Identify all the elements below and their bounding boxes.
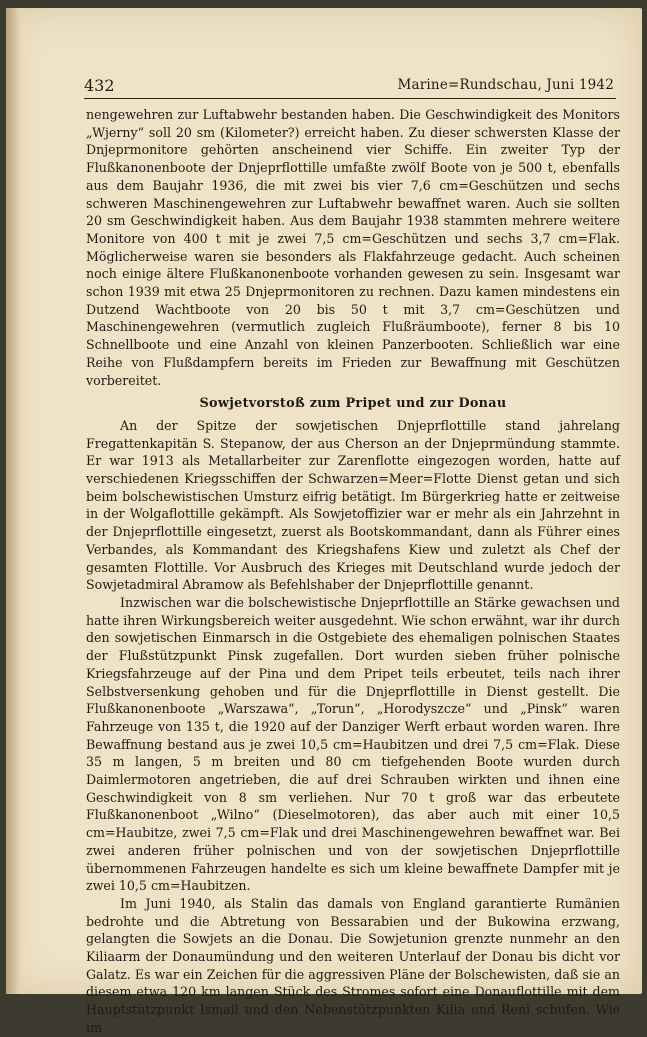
- article-body: [86, 106, 620, 1037]
- book-page: [6, 8, 642, 1035]
- paragraph: Im Juni 1940, als Stalin das damals von England garantierte Rumänien bedrohte und die Abtretung von Bessarabien und der Bukowina erzwang, gelangten die Sowjets an die Donau. Die Sowjetunion grenzte nunmehr an den Kiliaarm der Donaumündung und den weiteren Unterlauf der Donau bis dicht vor Galatz. Es war ein Zeichen für die aggressiven Pläne der Bolschewisten, daß sie an diesem etwa 120 km langen Stück des Stromes sofort eine Donauflottille mit dem Hauptstützpunkt Ismail und den Nebenstützpunkten Kilia und Reni schufen. Wie im: [86, 895, 620, 1035]
- paragraph: Inzwischen war die bolschewistische Dnjeprflottille an Stärke gewachsen und hatte ihren Wirkungsbereich weiter ausgedehnt. Wie schon erwähnt, war ihr durch den sowjetischen Einmarsch in die Ostgebiete des ehemaligen polnischen Staates der Flußstützpunkt Pinsk zugefallen. Dort wurden sieben früher polnische Kriegsfahrzeuge auf der Pina und dem Pripet teils erbeutet, teils nach ihrer Selbstversenkung gehoben und für die Dnjeprflottille in Dienst gestellt. Die Flußkanonenboote „Warszawa“, „Torun“, „Horodyszcze“ und „Pinsk“ waren Fahrzeuge von 135 t, die 1920 auf der Danziger Werft erbaut worden waren. Ihre Bewaffnung bestand aus je zwei 10,5 cm=Haubitzen und drei 7,5 cm=Flak. Diese 35 m langen, 5 m breiten und 80 cm tiefgehenden Boote wurden durch Daimlermotoren angetrieben, die auf drei Schrauben wirkten und ihnen eine Geschwindigkeit von 8 sm verliehen. Nur 70 t groß war das erbeutete Flußkanonenboot „Wilno“ (Dieselmotoren), das aber auch mit einer 10,5 cm=Haubitze, zwei 7,5 cm=Flak und drei Maschinengewehren bewaffnet war. Bei zwei anderen früher polnischen und von der sowjetischen Dnjeprflottille übernommenen Fahrzeugen handelte es sich um kleine bewaffnete Dampfer mit je zwei 10,5 cm=Haubitzen.: [86, 594, 620, 894]
- running-head: Marine=Rundschau, Juni 1942: [397, 77, 614, 93]
- section-heading: Sowjetvorstoß zum Pripet und zur Donau: [199, 396, 507, 412]
- paragraph: nengewehren zur Luftabwehr bestanden haben. Die Geschwindigkeit des Monitors „Wjerny“ soll 20 sm (Kilometer?) erreicht haben. Zu dieser schwersten Klasse der Dnjeprmonitore gehörten anscheinend vier Schiffe. Ein zweiter Typ der Flußkanonenboote der Dnjeprflottille umfaßte zwölf Boote von je 500 t, ebenfalls aus dem Baujahr 1936, die mit zwei bis vier 7,6 cm=Geschützen und sechs schweren Maschinengewehren zur Luftabwehr bewaffnet waren. Auch sie sollten 20 sm Geschwindigkeit haben. Aus dem Baujahr 1938 stammten mehrere weitere Monitore von 400 t mit je zwei 7,5 cm=Geschützen und sechs 3,7 cm=Flak. Möglicherweise waren sie besonders als Flakfahrzeuge gedacht. Auch scheinen noch einige ältere Flußkanonenboote vorhanden gewesen zu sein. Insgesamt war schon 1939 mit etwa 25 Dnjeprmonitoren zu rechnen. Dazu kamen mindestens ein Dutzend Wachtboote von 20 bis 50 t mit 3,7 cm=Geschützen und Maschinengewehren (vermutlich zugleich Flußräumboote), ferner 8 bis 10 Schnellboote und eine Anzahl von kleinen Panzerbooten. Schließlich war eine Reihe von Flußdampfern bereits im Frieden zur Bewaffnung mit Geschützen vorbereitet.: [86, 107, 620, 388]
- page-spine-edge: [6, 8, 20, 994]
- page-number: 432: [84, 76, 115, 95]
- page-header: [84, 68, 616, 99]
- paragraph: An der Spitze der sowjetischen Dnjeprflottille stand jahrelang Fregattenkapitän S. Stepanow, der aus Cherson an der Dnjeprmündung stammte. Er war 1913 als Metallarbeiter zur Zarenflotte eingezogen worden, hatte auf verschiedenen Kriegsschiffen der Schwarzen=Meer=Flotte Dienst getan und sich beim bolschewistischen Umsturz eifrig betätigt. Im Bürgerkrieg hatte er zeitweise in der Wolgaflottille gekämpft. Als Sowjetoffizier war er mehr als ein Jahrzehnt in der Dnjeprflottille eingesetzt, zuerst als Bootskommandant, dann als Führer eines Verbandes, als Kommandant des Kriegshafens Kiew und zuletzt als Chef der gesamten Flottille. Vor Ausbruch des Krieges mit Deutschland wurde jedoch der Sowjetadmiral Abramow als Befehlshaber der Dnjeprflottille genannt.: [86, 417, 620, 593]
